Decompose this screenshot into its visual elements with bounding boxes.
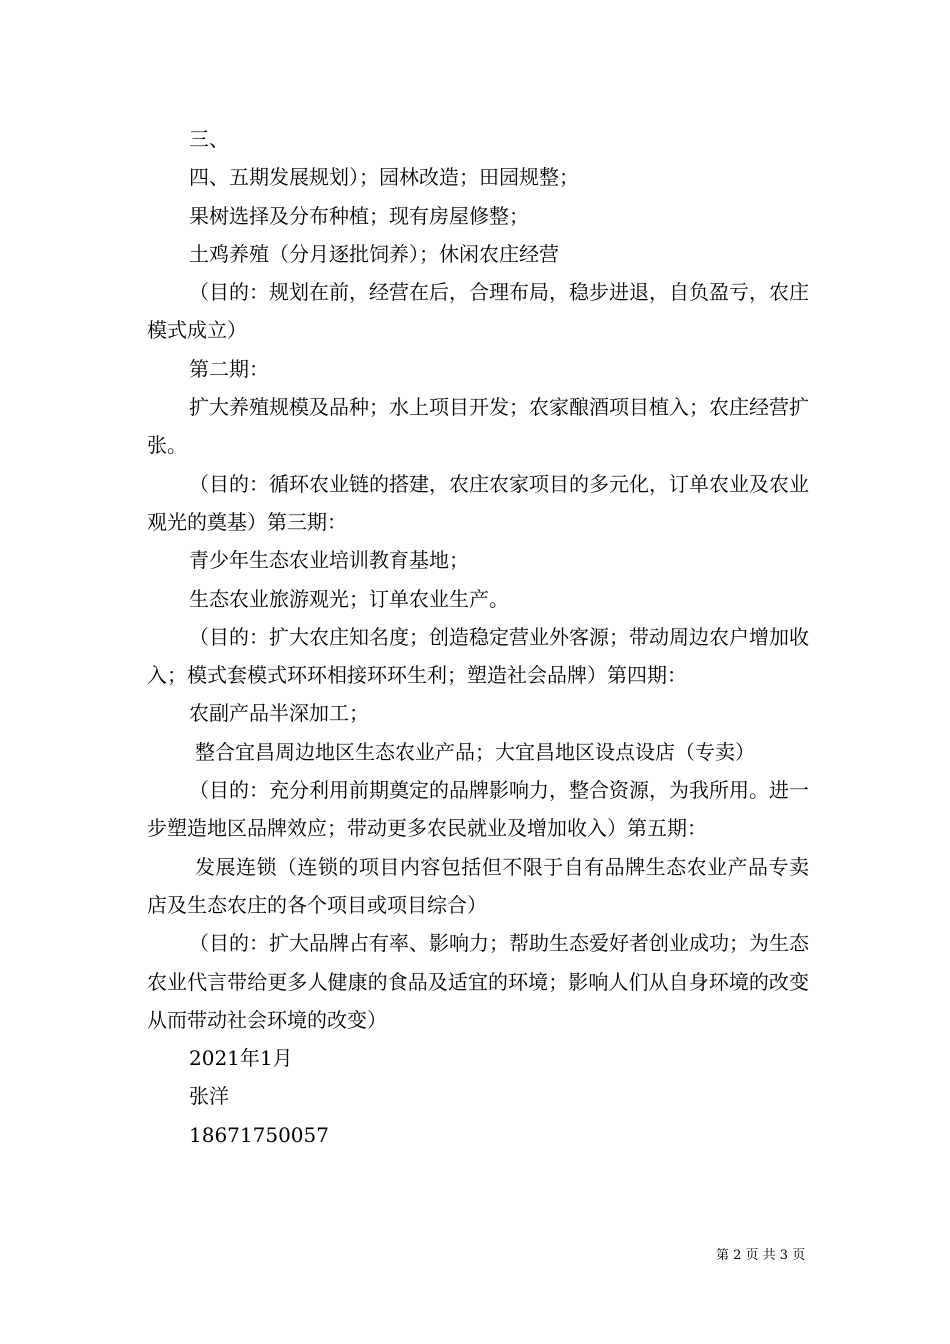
paragraph-phase4-goal: （目的：充分利用前期奠定的品牌影响力，整合资源，为我所用。进一步塑造地区品牌效应；带动更多农民就业及增加收入）第五期： — [147, 778, 809, 841]
document-date: 2021年1月 — [189, 1046, 293, 1071]
paragraph-phase5-goal: （目的：扩大品牌占有率、影响力；帮助生态爱好者创业成功；为生态农业代言带给更多人健康的食品及适宜的环境；影响人们从自身环境的改变从而带动社会环境的改变） — [147, 931, 809, 1032]
paragraph-phase2-goal: （目的：循环农业链的搭建，农庄农家项目的多元化，订单农业及农业观光的奠基）第三期： — [147, 471, 809, 534]
paragraph-phase2-items: 扩大养殖规模及品种；水上项目开发；农家酿酒项目植入；农庄经营扩张。 — [147, 395, 809, 458]
paragraph-phase1-goal: （目的：规划在前，经营在后，合理布局，稳步进退，自负盈亏，农庄模式成立） — [147, 280, 809, 343]
paragraph-phase-plan: 四、五期发展规划）；园林改造；田园规整； — [189, 165, 579, 190]
paragraph-section-three: 三、 — [189, 127, 229, 151]
paragraph-eco-tourism: 生态农业旅游观光；订单农业生产。 — [189, 586, 509, 611]
page-number-footer: 第 2 页 共 3 页 — [716, 1248, 806, 1263]
heading-phase2: 第二期： — [189, 356, 269, 381]
paragraph-chain-development: 发展连锁（连锁的项目内容包括但不限于自有品牌生态农业产品专卖店及生态农庄的各个项目或项目综合） — [147, 854, 809, 917]
paragraph-chicken-farming: 土鸡养殖（分月逐批饲养）；休闲农庄经营 — [189, 241, 559, 266]
paragraph-processing: 农副产品半深加工； — [189, 701, 369, 726]
paragraph-phase3-goal: （目的：扩大农庄知名度；创造稳定营业外客源；带动周边农户增加收入；模式套模式环环相接环环生利；塑造社会品牌）第四期： — [147, 624, 809, 688]
paragraph-integration: 整合宜昌周边地区生态农业产品；大宜昌地区设点设店（专卖） — [195, 739, 755, 764]
document-body — [147, 120, 809, 1154]
author-phone: 18671750057 — [189, 1122, 329, 1147]
paragraph-fruit-trees: 果树选择及分布种植；现有房屋修整； — [189, 203, 529, 228]
author-name: 张洋 — [189, 1084, 229, 1109]
paragraph-youth-training: 青少年生态农业培训教育基地； — [189, 548, 469, 573]
